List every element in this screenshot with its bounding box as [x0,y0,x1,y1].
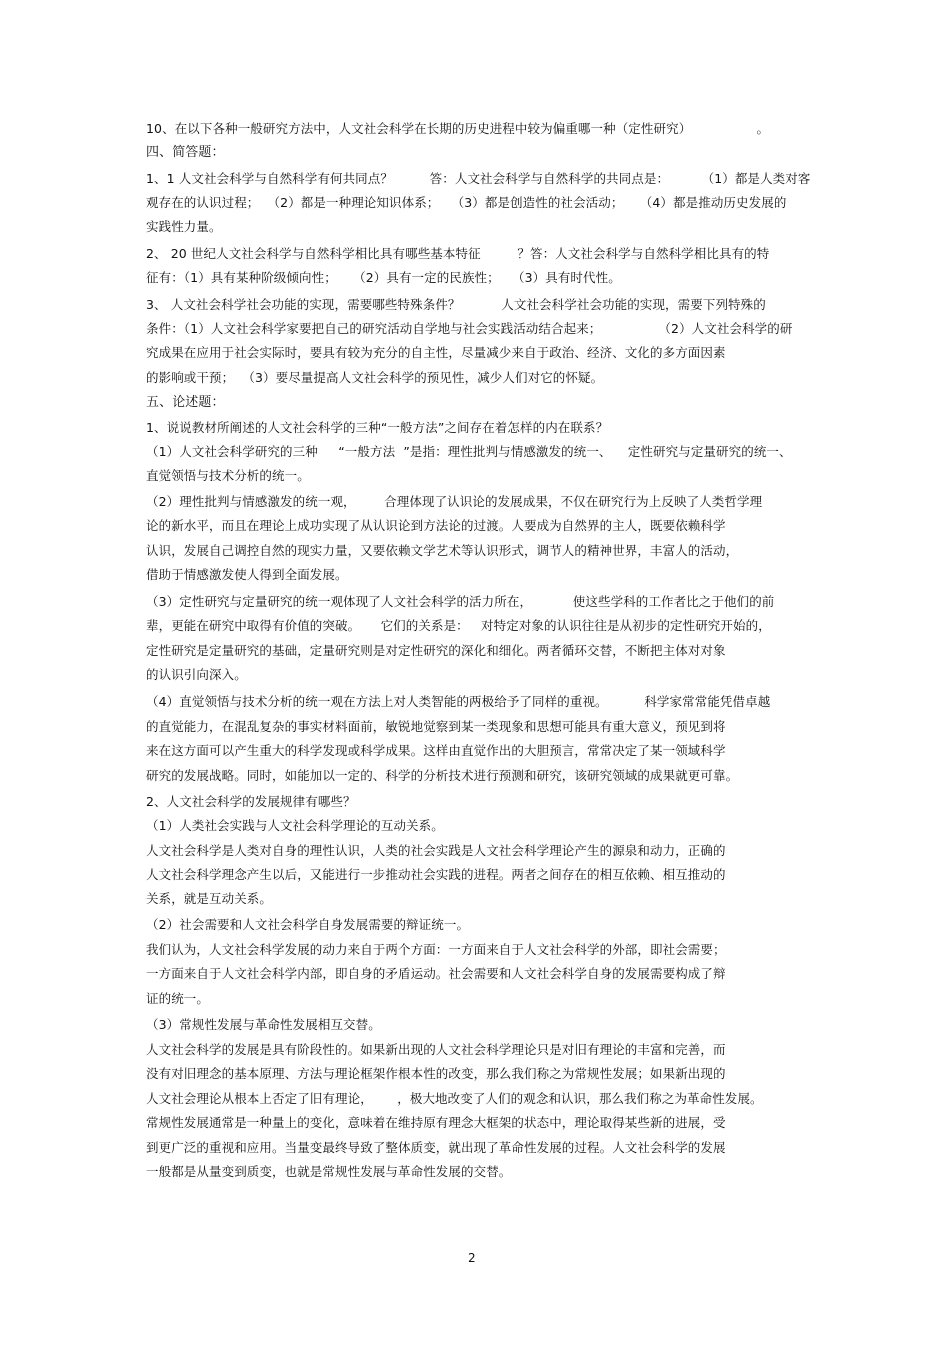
page-number: 2 [468,1251,476,1265]
text-line: 2、人文社会科学的发展规律有哪些？ [146,794,356,809]
text-line: 的认识引向深入。 [146,667,247,682]
text-line: 辈，更能在研究中取得有价值的突破。 它们的关系是： 对特定对象的认识往往是从初步的定性研究开始的， [146,618,771,633]
text-line: 论的新水平，而且在理论上成功实现了从认识论到方法论的过渡。人要成为自然界的主人，既要依赖科学 [146,518,726,533]
text-line: 一般都是从量变到质变，也就是常规性发展与革命性发展的交替。 [146,1164,512,1179]
text-line: 人文社会科学是人类对自身的理性认识，人类的社会实践是人文社会科学理论产生的源泉和动力，正确的 [146,843,726,858]
text-line: 认识，发展自己调控自然的现实力量，又要依赖文学艺术等认识形式，调节人的精神世界，丰富人的活动， [146,543,739,558]
text-line: 3、 人文社会科学社会功能的实现，需要哪些特殊条件？ 人文社会科学社会功能的实现，需要下列特殊的 [146,297,766,312]
text-line: 人文社会科学理念产生以后，又能进行一步推动社会实践的进程。两者之间存在的相互依赖、相互推动的 [146,867,726,882]
text-line: 来在这方面可以产生重大的科学发现或科学成果。这样由直觉作出的大胆预言，常常决定了某一领域科学 [146,743,726,758]
text-line: 没有对旧理念的基本原理、方法与理论框架作根本性的改变，那么我们称之为常规性发展；如果新出现的 [146,1066,726,1081]
section-heading-short-answer: 四、简答题： [146,145,225,160]
text-line: 我们认为，人文社会科学发展的动力来自于两个方面：一方面来自于人文社会科学的外部，即社会需要； [146,942,726,957]
text-line: 1、1 人文社会科学与自然科学有何共同点？ 答：人文社会科学与自然科学的共同点是： （1）都是人类对客 [146,171,811,186]
text-line: （3）常规性发展与革命性发展相互交替。 [146,1017,381,1032]
text-line: 直觉领悟与技术分析的统一。 [146,468,310,483]
text-line: 到更广泛的重视和应用。当量变最终导致了整体质变，就出现了革命性发展的过程。人文社会科学的发展 [146,1140,726,1155]
text-line: 研究的发展战略。同时，如能加以一定的、科学的分析技术进行预测和研究，该研究领域的成果就更可靠。 [146,768,739,783]
text-line: 实践性力量。 [146,219,222,234]
text-line: （3）定性研究与定量研究的统一观体现了人文社会科学的活力所在， 使这些学科的工作者比之于他们的前 [146,594,775,609]
text-line: 1、说说教材所阐述的人文社会科学的三种“一般方法”之间存在着怎样的内在联系？ [146,420,609,435]
section-heading-essay: 五、论述题： [146,395,225,410]
text-line: 人文社会科学的发展是具有阶段性的。如果新出现的人文社会科学理论只是对旧有理论的丰富和完善，而 [146,1042,726,1057]
text-line: （2）社会需要和人文社会科学自身发展需要的辩证统一。 [146,917,470,932]
text-line: 2、 20 世纪人文社会科学与自然科学相比具有哪些基本特征 ？答：人文社会科学与自然科学相比具有的特 [146,246,770,261]
text-line: 条件：（1）人文社会科学家要把自己的研究活动自学地与社会实践活动结合起来； （2）人文社会科学的研 [146,321,793,336]
text-line: （2）理性批判与情感激发的统一观， 合理体现了认识论的发展成果，不仅在研究行为上反映了人类哲学理 [146,494,763,509]
text-line: （4）直觉领悟与技术分析的统一观在方法上对人类智能的两极给予了同样的重视。 科学家常常能凭借卓越 [146,694,771,709]
text-line: 关系，就是互动关系。 [146,891,273,906]
text-line: 证的统一。 [146,991,210,1006]
text-line: 观存在的认识过程； （2）都是一种理论知识体系； （3）都是创造性的社会活动； （4）都是推动历史发展的 [146,195,787,210]
text-line: 的直觉能力，在混乱复杂的事实材料面前，敏锐地觉察到某一类现象和思想可能具有重大意义，预见到将 [146,719,726,734]
text-line: 征有：（1）具有某种阶级倾向性； （2）具有一定的民族性； （3）具有时代性。 [146,270,621,285]
text-line: 定性研究是定量研究的基础，定量研究则是对定性研究的深化和细化。两者循环交替，不断把主体对对象 [146,643,726,658]
text-line: 常规性发展通常是一种量上的变化，意味着在维持原有理念大框架的状态中，理论取得某些新的进展，受 [146,1115,726,1130]
text-line: 借助于情感激发使人得到全面发展。 [146,567,348,582]
text-line: （1）人文社会科学研究的三种 “一般方法 ”是指：理性批判与情感激发的统一、 定性研究与定量研究的统一、 [146,444,792,459]
text-line: （1）人类社会实践与人文社会科学理论的互动关系。 [146,818,444,833]
text-line: 的影响或干预； （3）要尽量提高人文社会科学的预见性，减少人们对它的怀疑。 [146,370,604,385]
text-line: 人文社会理论从根本上否定了旧有理论， ，极大地改变了人们的观念和认识，那么我们称之为革命性发展。 [146,1091,763,1106]
text-line: 究成果在应用于社会实际时，要具有较为充分的自主性，尽量减少来自于政治、经济、文化的多方面因素 [146,345,726,360]
question-10: 10、在以下各种一般研究方法中，人文社会科学在长期的历史进程中较为偏重哪一种（定性研究） 。 [146,121,770,136]
text-line: 一方面来自于人文社会科学内部，即自身的矛盾运动。社会需要和人文社会科学自身的发展需要构成了辩 [146,966,726,981]
